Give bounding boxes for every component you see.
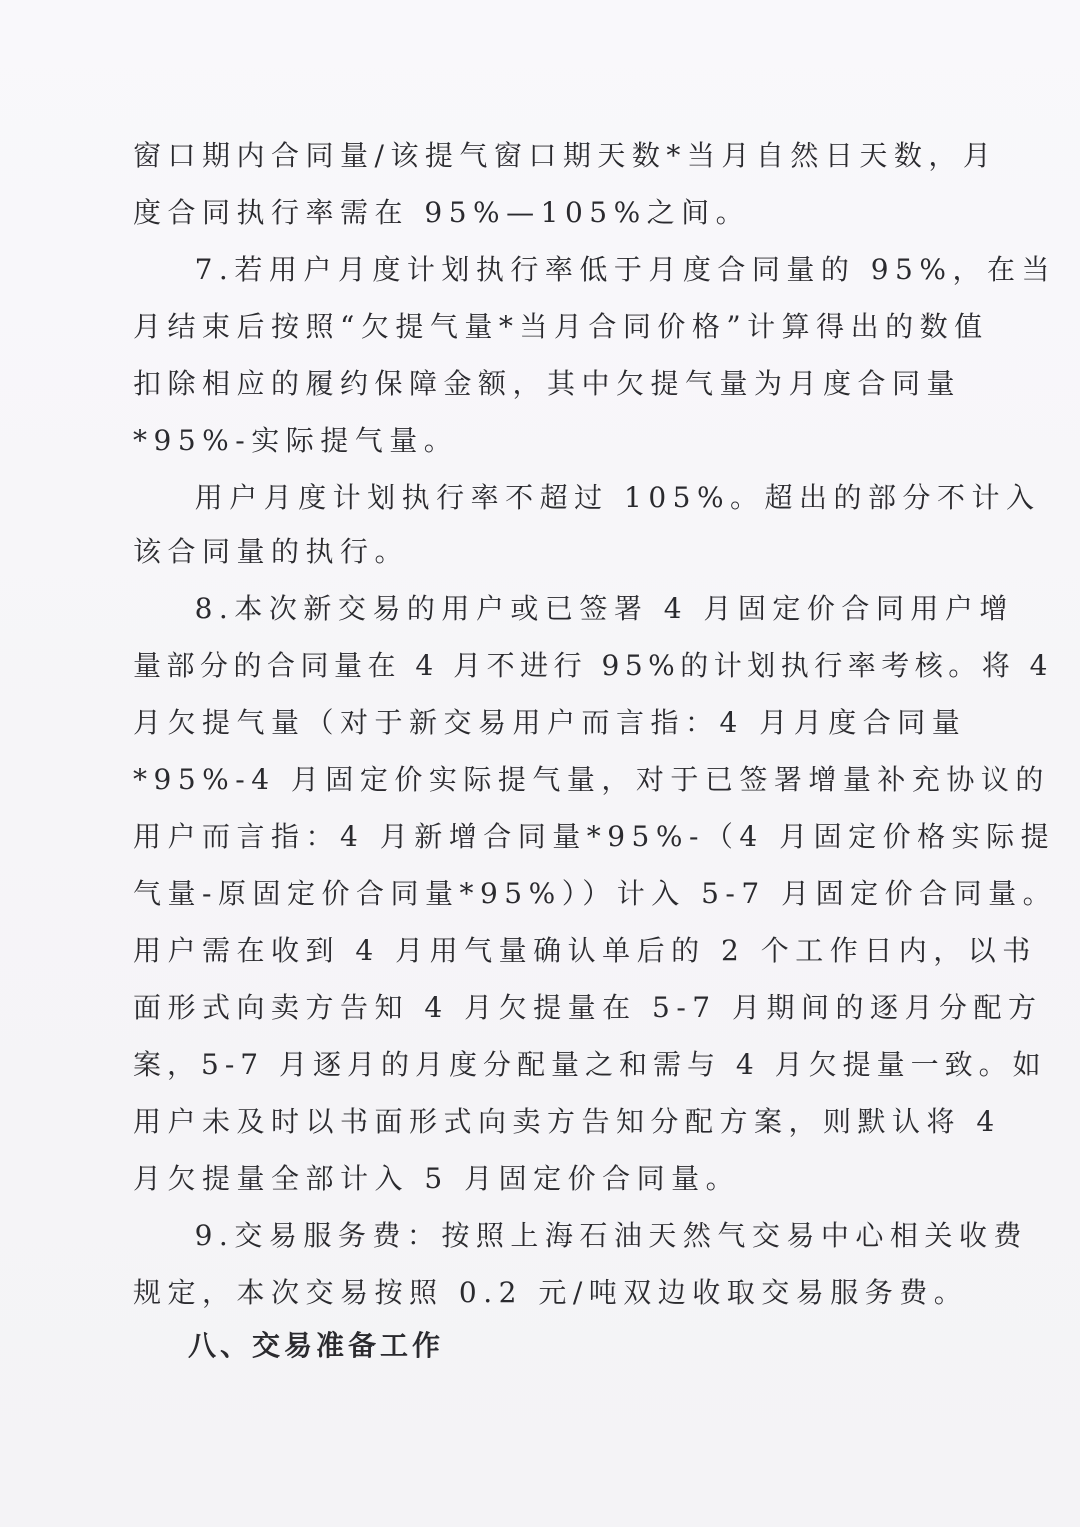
body-line: 月结束后按照“欠提气量*当月合同价格”计算得出的数值 <box>133 310 989 343</box>
body-line: 面形式向卖方告知 4 月欠提量在 5-7 月期间的逐月分配方 <box>133 991 1043 1024</box>
body-line: 扣除相应的履约保障金额，其中欠提气量为月度合同量 <box>133 367 962 400</box>
body-line: 月欠提气量（对于新交易用户而言指：4 月月度合同量 <box>133 706 967 739</box>
body-line: 量部分的合同量在 4 月不进行 95%的计划执行率考核。将 4 <box>133 649 1053 682</box>
body-line: 用户而言指：4 月新增合同量*95%-（4 月固定价格实际提 <box>133 820 1056 853</box>
body-line: *95%-实际提气量。 <box>133 424 459 457</box>
body-line: 月欠提量全部计入 5 月固定价合同量。 <box>133 1162 741 1195</box>
body-line: 窗口期内合同量/该提气窗口期天数*当月自然日天数，月 <box>133 139 998 172</box>
body-line: 规定，本次交易按照 0.2 元/吨双边收取交易服务费。 <box>133 1276 969 1309</box>
body-line: 用户未及时以书面形式向卖方告知分配方案，则默认将 4 <box>133 1105 1001 1138</box>
paragraph-8-start: 8.本次新交易的用户或已签署 4 月固定价合同用户增 <box>133 592 1014 625</box>
paragraph-7-start: 7.若用户月度计划执行率低于月度合同量的 95%，在当 <box>133 253 1056 286</box>
paragraph-start: 用户月度计划执行率不超过 105%。超出的部分不计入 <box>133 481 1041 514</box>
body-line: 该合同量的执行。 <box>133 535 410 568</box>
paragraph-9-start: 9.交易服务费：按照上海石油天然气交易中心相关收费 <box>133 1219 1028 1252</box>
body-line: 度合同执行率需在 95%—105%之间。 <box>133 196 751 229</box>
body-line: 用户需在收到 4 月用气量确认单后的 2 个工作日内，以书 <box>133 934 1037 967</box>
section-heading: 八、交易准备工作 <box>133 1329 444 1362</box>
body-line: *95%-4 月固定价实际提气量，对于已签署增量补充协议的 <box>133 763 1050 796</box>
body-line: 案，5-7 月逐月的月度分配量之和需与 4 月欠提量一致。如 <box>133 1048 1047 1081</box>
body-line: 气量-原固定价合同量*95%））计入 5-7 月固定价合同量。 <box>133 877 1058 910</box>
